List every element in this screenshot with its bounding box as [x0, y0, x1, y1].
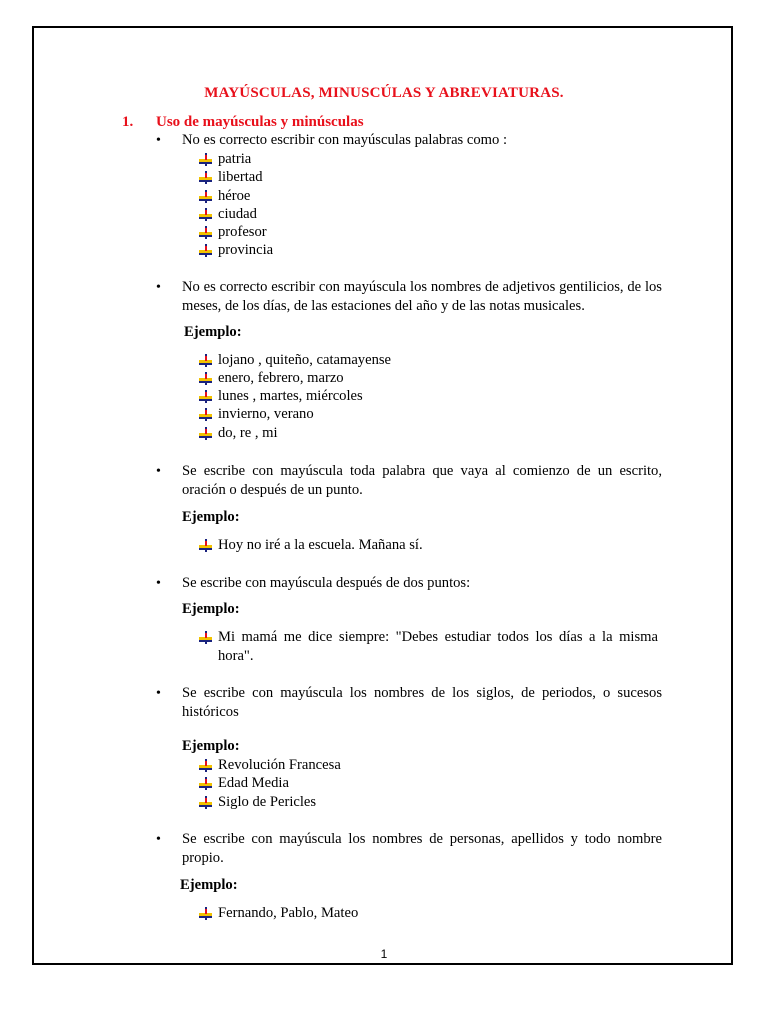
rule-text: Se escribe con mayúscula los nombres de los siglos, de periodos, o sucesos históricos — [182, 685, 662, 720]
example-label: Ejemplo: — [182, 601, 240, 617]
arrow-bullet-icon — [198, 243, 214, 259]
arrow-bullet-icon — [198, 353, 214, 369]
bullet-dot-icon: • — [156, 686, 161, 701]
document-title: MAYÚSCULAS, MINUSCÚLAS Y ABREVIATURAS. — [204, 85, 564, 101]
section-heading — [122, 114, 364, 131]
bullet-dot-icon: • — [156, 576, 161, 591]
arrow-bullet-icon — [198, 795, 214, 811]
list-item: Mi mamá me dice siempre: "Debes estudiar todos los días a la misma hora". — [198, 628, 658, 646]
section-heading-text: Uso de mayúsculas y minúsculas — [156, 114, 364, 130]
bullet-dot-icon: • — [156, 464, 161, 479]
arrow-bullet-icon — [198, 630, 214, 646]
arrow-bullet-icon — [198, 152, 214, 168]
example-label: Ejemplo: — [184, 324, 242, 340]
arrow-bullet-icon — [198, 170, 214, 186]
arrow-bullet-icon — [198, 538, 214, 554]
example-label: Ejemplo: — [182, 509, 240, 525]
arrow-bullet-icon — [198, 906, 214, 922]
arrow-bullet-icon — [198, 426, 214, 442]
rule-text: Se escribe con mayúscula después de dos puntos: — [182, 575, 471, 591]
rule-text: Se escribe con mayúscula los nombres de personas, apellidos y todo nombre propio. — [182, 831, 662, 866]
page-number: 1 — [380, 947, 388, 961]
arrow-bullet-icon — [198, 776, 214, 792]
rule-text: No es correcto escribir con mayúscula los nombres de adjetivos gentilicios, de los meses, de los días, de las estaciones del año y de las notas musicales. — [182, 279, 662, 314]
rule-text: No es correcto escribir con mayúsculas palabras como : — [182, 132, 507, 148]
arrow-bullet-icon — [198, 407, 214, 423]
section-number: 1. — [122, 114, 134, 130]
bullet-dot-icon: • — [156, 832, 161, 847]
arrow-bullet-icon — [198, 207, 214, 223]
bullet-dot-icon: • — [156, 133, 161, 148]
bullet-dot-icon: • — [156, 280, 161, 295]
arrow-bullet-icon — [198, 371, 214, 387]
arrow-bullet-icon — [198, 389, 214, 405]
arrow-bullet-icon — [198, 225, 214, 241]
rule-text: Se escribe con mayúscula toda palabra que vaya al comienzo de un escrito, oración o después de un punto. — [182, 463, 662, 498]
example-label: Ejemplo: — [180, 877, 238, 893]
arrow-bullet-icon — [198, 758, 214, 774]
example-label: Ejemplo: — [182, 738, 240, 754]
arrow-bullet-icon — [198, 189, 214, 205]
